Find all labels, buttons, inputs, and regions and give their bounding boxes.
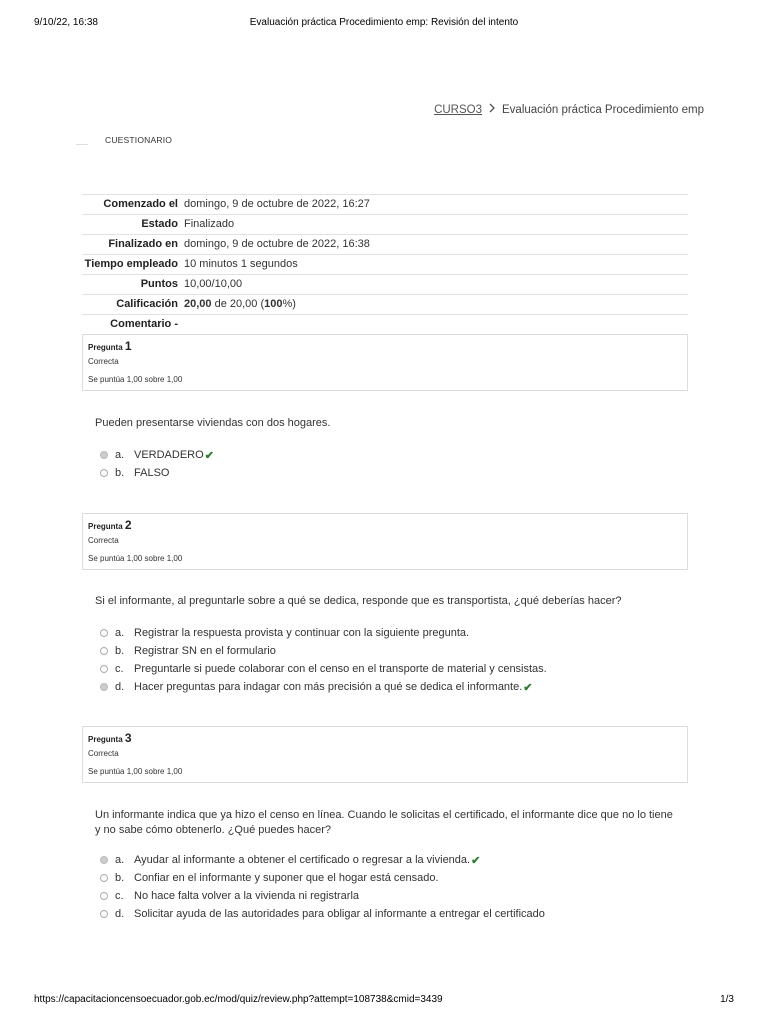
answer-text: Registrar la respuesta provista y continuar con la siguiente pregunta. — [134, 627, 470, 639]
question-info-2 — [82, 513, 688, 570]
print-url: https://capacitacioncensoecuador.gob.ec/mod/quiz/review.php?attempt=108738&cmid=3439 — [34, 994, 443, 1005]
summary-row-finished — [82, 235, 688, 255]
summary-label: Finalizado en — [108, 238, 178, 250]
answer-text: No hace falta volver a la vivienda ni registrarla — [134, 890, 360, 902]
activity-type-label: CUESTIONARIO — [105, 135, 173, 145]
answer-option — [100, 464, 214, 482]
breadcrumb-course-link[interactable]: CURSO3 — [434, 103, 482, 116]
answer-option — [100, 678, 547, 696]
summary-row-comment — [82, 315, 688, 335]
answer-option — [100, 642, 547, 660]
radio-button[interactable] — [100, 647, 108, 655]
question-grade: Se puntúa 1,00 sobre 1,00 — [88, 554, 183, 563]
answer-text: Solicitar ayuda de las autoridades para obligar al informante a entregar el certificado — [134, 908, 545, 920]
answer-letter: b. — [115, 645, 125, 657]
print-title: Evaluación práctica Procedimiento emp: Revisión del intento — [249, 17, 519, 28]
check-icon: ✔ — [523, 681, 533, 694]
grade-end: %) — [282, 298, 296, 310]
answer-option — [100, 869, 545, 887]
summary-row-points — [82, 275, 688, 295]
answer-text: Confiar en el informante y suponer que el hogar está censado. — [134, 872, 439, 884]
answer-text: FALSO — [134, 467, 170, 479]
radio-button[interactable] — [100, 665, 108, 673]
answer-text: Registrar SN en el formulario — [134, 645, 276, 657]
quiz-icon — [76, 144, 88, 157]
summary-value: domingo, 9 de octubre de 2022, 16:38 — [184, 238, 370, 250]
radio-button[interactable] — [100, 469, 108, 477]
answer-letter: d. — [115, 908, 125, 920]
answer-list-3 — [100, 851, 545, 923]
chevron-right-icon — [488, 103, 496, 116]
question-state: Correcta — [88, 357, 119, 366]
summary-value: domingo, 9 de octubre de 2022, 16:27 — [184, 198, 370, 210]
radio-button[interactable] — [100, 451, 108, 459]
question-text-2: Si el informante, al preguntarle sobre a qué se dedica, responde que es transportista, ¿qué deberías hacer? — [95, 595, 622, 607]
summary-label: Tiempo empleado — [84, 258, 178, 270]
radio-button[interactable] — [100, 856, 108, 864]
question-grade: Se puntúa 1,00 sobre 1,00 — [88, 767, 183, 776]
radio-button[interactable] — [100, 683, 108, 691]
question-state: Correcta — [88, 536, 119, 545]
question-info-3 — [82, 726, 688, 783]
answer-option — [100, 446, 214, 464]
summary-value: 10,00/10,00 — [184, 278, 243, 290]
answer-text: VERDADERO — [134, 449, 204, 461]
breadcrumb-current: Evaluación práctica Procedimiento emp — [502, 103, 704, 116]
answer-option — [100, 887, 545, 905]
answer-letter: a. — [115, 627, 125, 639]
summary-value — [184, 295, 688, 315]
summary-row-time — [82, 255, 688, 275]
summary-label: Comentario - — [110, 318, 178, 330]
answer-list-2 — [100, 624, 547, 696]
answer-letter: c. — [115, 663, 124, 675]
grade-percent: 100 — [264, 298, 283, 310]
answer-list-1 — [100, 446, 214, 482]
print-page-number: 1/3 — [720, 994, 734, 1005]
answer-option — [100, 905, 545, 923]
answer-letter: a. — [115, 449, 125, 461]
grade-score: 20,00 — [184, 298, 212, 310]
check-icon: ✔ — [471, 854, 481, 867]
radio-button[interactable] — [100, 629, 108, 637]
answer-letter: d. — [115, 681, 125, 693]
question-info-1 — [82, 334, 688, 391]
answer-text: Hacer preguntas para indagar con más precisión a qué se dedica el informante. — [134, 681, 523, 693]
print-datetime: 9/10/22, 16:38 — [34, 17, 98, 28]
grade-of: de 20,00 ( — [211, 298, 265, 310]
question-number: Pregunta 2 — [88, 518, 132, 532]
question-grade: Se puntúa 1,00 sobre 1,00 — [88, 375, 183, 384]
question-text-1: Pueden presentarse viviendas con dos hogares. — [95, 417, 331, 429]
radio-button[interactable] — [100, 910, 108, 918]
answer-text: Preguntarle si puede colaborar con el censo en el transporte de material y censistas. — [134, 663, 547, 675]
attempt-summary-table — [82, 194, 688, 334]
question-number: Pregunta 3 — [88, 731, 132, 745]
answer-option — [100, 660, 547, 678]
breadcrumb — [434, 103, 704, 116]
answer-letter: b. — [115, 872, 125, 884]
answer-text: Ayudar al informante a obtener el certificado o regresar a la vivienda. — [134, 854, 471, 866]
summary-row-state — [82, 215, 688, 235]
summary-value: Finalizado — [184, 218, 235, 230]
summary-row-started — [82, 195, 688, 215]
summary-label: Comenzado el — [103, 198, 178, 210]
summary-label: Calificación — [116, 298, 178, 310]
summary-label: Estado — [141, 218, 178, 230]
summary-label: Puntos — [140, 278, 178, 290]
summary-value — [184, 315, 688, 335]
question-text-3: Un informante indica que ya hizo el censo en línea. Cuando le solicitas el certificado, el informante dice que no lo tiene y no sabe cómo obtenerlo. ¿Qué puedes hacer? — [95, 809, 673, 836]
answer-letter: c. — [115, 890, 124, 902]
answer-option — [100, 851, 545, 869]
question-number: Pregunta 1 — [88, 339, 132, 353]
radio-button[interactable] — [100, 892, 108, 900]
answer-letter: a. — [115, 854, 125, 866]
check-icon: ✔ — [204, 449, 214, 462]
summary-value: 10 minutos 1 segundos — [184, 258, 298, 270]
summary-row-grade — [82, 295, 688, 315]
answer-option — [100, 624, 547, 642]
radio-button[interactable] — [100, 874, 108, 882]
answer-letter: b. — [115, 467, 125, 479]
question-state: Correcta — [88, 749, 119, 758]
